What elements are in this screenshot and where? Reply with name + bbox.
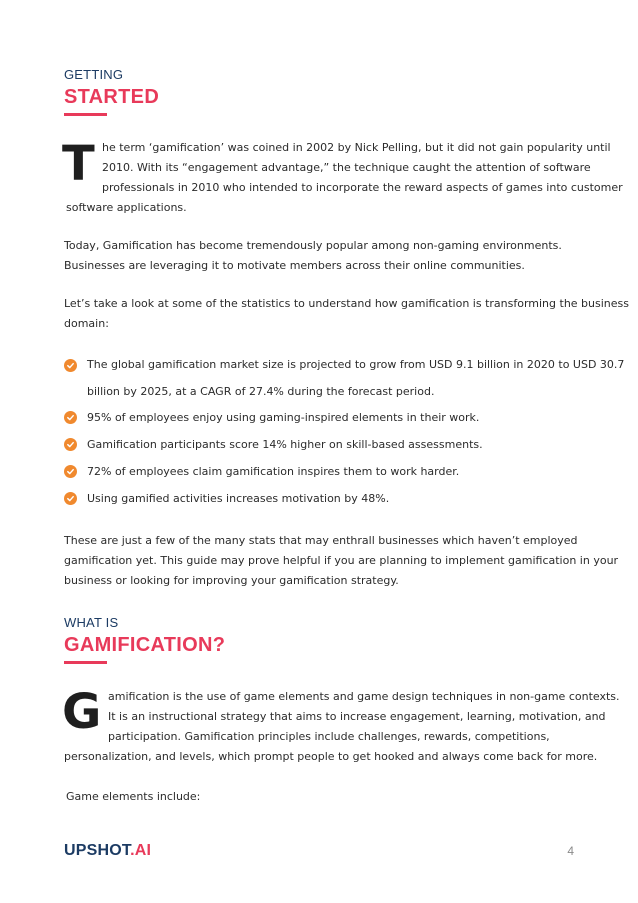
paragraph-line: software applications. <box>66 201 187 214</box>
paragraph-line: Let’s take a look at some of the statistics to understand how gamification is transforming the business <box>64 297 629 310</box>
paragraph-line: Businesses are leveraging it to motivate members across their online communities. <box>64 259 525 272</box>
check-icon <box>64 492 77 505</box>
paragraph-line: It is an instructional strategy that aims to increase engagement, learning, motivation, and <box>108 710 606 723</box>
paragraph-line: business or looking for improving your gamification strategy. <box>64 574 399 587</box>
check-icon <box>64 359 77 372</box>
check-icon <box>64 465 77 478</box>
check-icon <box>64 411 77 424</box>
paragraph-line: 2010. With its “engagement advantage,” the technique caught the attention of software <box>102 161 591 174</box>
bullet-text: 72% of employees claim gamification inspires them to work harder. <box>87 465 460 478</box>
paragraph-line: gamification yet. This guide may prove helpful if you are planning to implement gamification in your <box>64 554 619 567</box>
section-kicker: GETTING <box>64 67 124 82</box>
paragraph-line: personalization, and levels, which prompt people to get hooked and always come back for more. <box>64 750 598 763</box>
bullet-text: billion by 2025, at a CAGR of 27.4% during the forecast period. <box>87 385 435 398</box>
logo-accent: .AI <box>130 842 152 859</box>
paragraph-line: Today, Gamification has become tremendously popular among non-gaming environments. <box>64 239 562 252</box>
paragraph-line: Game elements include: <box>66 790 201 803</box>
section-underline <box>64 113 107 116</box>
page-number: 4 <box>567 844 574 858</box>
upshot-logo <box>64 842 151 860</box>
drop-cap: T <box>62 136 95 192</box>
bullet-text: The global gamification market size is projected to grow from USD 9.1 billion in 2020 to USD 30.7 <box>87 358 625 371</box>
section-title: GAMIFICATION? <box>64 634 226 656</box>
logo-text: UPSHOT <box>64 842 131 859</box>
paragraph-line: participation. Gamification principles include challenges, rewards, competitions, <box>108 730 550 743</box>
check-icon <box>64 438 77 451</box>
paragraph-line: amification is the use of game elements and game design techniques in non-game contexts. <box>108 690 620 703</box>
paragraph-line: he term ‘gamification’ was coined in 2002 by Nick Pelling, but it did not gain popularity until <box>102 141 611 154</box>
paragraph-line: domain: <box>64 317 109 330</box>
bullet-text: Gamification participants score 14% higher on skill-based assessments. <box>87 438 483 451</box>
section-underline <box>64 661 107 664</box>
section-title: STARTED <box>64 86 160 108</box>
paragraph-line: These are just a few of the many stats that may enthrall businesses which haven’t employed <box>64 534 578 547</box>
section-kicker: WHAT IS <box>64 615 119 630</box>
paragraph-line: professionals in 2010 who intended to incorporate the reward aspects of games into customer <box>102 181 623 194</box>
drop-cap: G <box>62 684 102 740</box>
bullet-text: Using gamified activities increases motivation by 48%. <box>87 492 390 505</box>
bullet-text: 95% of employees enjoy using gaming-inspired elements in their work. <box>87 411 480 424</box>
